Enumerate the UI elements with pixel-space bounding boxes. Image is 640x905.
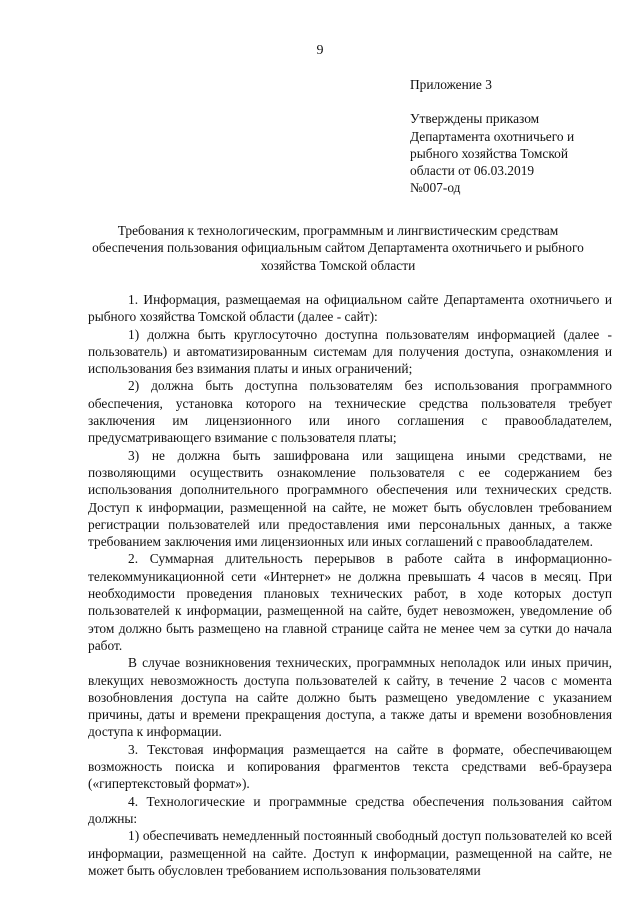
approval-line: Департамента охотничьего и [410,128,575,144]
paragraph-item-1-1: 1) должна быть круглосуточно доступна пользователям информацией (далее - пользователь) и автоматизированным системам для получения доступа, ознакомления и использования без взимания платы и иных ограничений; [88,326,612,377]
approval-line: Утверждены приказом [410,111,540,127]
title-line: обеспечения пользования официальным сайтом Департамента охотничьего и рыбного [92,240,584,256]
page-number: 9 [316,43,324,58]
approval-line: области от 06.03.2019 [410,163,535,179]
paragraph-section-2: 2. Суммарная длительность перерывов в работе сайта в информационно-телекоммуникационной сети «Интернет» не должна превышать 4 часов в месяц. При необходимости проведения плановых технических работ, в ходе которых доступ пользователей к информации, размещенной на сайте, будет невозможен, уведомление об этом должно быть размещено на главной странице сайта не менее чем за сутки до начала работ. [88,551,612,653]
paragraph-item-1-3: 3) не должна быть зашифрована или защищена иными средствами, не позволяющими осуществить ознакомление пользователя с ее содержанием без использования дополнительного программного обеспечения или технических средств. Доступ к информации, размещенной на сайте, не может быть обусловлен требованием регистрации пользователей или предоставления ими персональных данных, а также требованием заключения ими лицензионных или иных соглашений с правообладателем. [88,447,612,550]
title-line: хозяйства Томской области [260,257,416,273]
approval-line: №007-од [410,180,461,196]
paragraph-section-1: 1. Информация, размещаемая на официальном сайте Департамента охотничьего и рыбного хозяйства Томской области (далее - сайт): [88,292,612,325]
approval-line: рыбного хозяйства Томской [410,145,569,161]
approval-block [410,76,610,197]
document-body [88,291,612,879]
paragraph-section-3: 3. Текстовая информация размещается на сайте в формате, обеспечивающем возможность поиска и копирования фрагментов текста средствами веб-браузера («гипертекстовый формат»). [88,741,612,792]
paragraph-section-4: 4. Технологические и программные средства обеспечения пользования сайтом должны: [88,793,612,826]
document-title [88,222,588,274]
paragraph-item-4-1: 1) обеспечивать немедленный постоянный свободный доступ пользователей ко всей информации, размещенной на сайте. Доступ к информации, размещенной на сайте, не может быть обусловлен требованием использования пользователями [88,828,612,878]
title-line: Требования к технологическим, программным и лингвистическим средствам [117,223,559,238]
paragraph-section-2-cont: В случае возникновения технических, программных неполадок или иных причин, влекущих невозможность доступа пользователей к сайту, в течение 2 часов с момента возобновления доступа на сайте должно быть размещено уведомление с указанием причины, даты и времени прекращения доступа, а также даты и времени возобновления доступа к информации. [88,655,612,740]
appendix-label: Приложение 3 [410,77,492,92]
paragraph-item-1-2: 2) должна быть доступна пользователям без использования программного обеспечения, установка которого на технические средства пользователя требует заключения им лицензионного или иного соглашения с правообладателем, предусматривающего взимание с пользователя платы; [88,378,612,446]
